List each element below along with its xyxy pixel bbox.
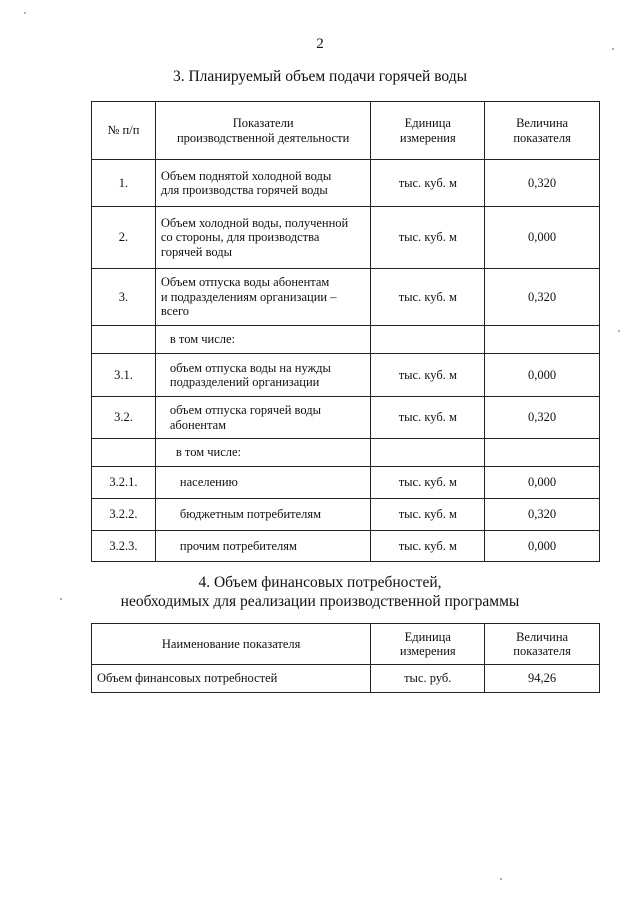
row-value: 0,000 — [485, 354, 600, 397]
row-name: в том числе: — [155, 326, 371, 354]
header-unit: Единица измерения — [371, 102, 485, 160]
row-value: 0,000 — [485, 531, 600, 562]
row-name: Объем холодной воды, полученной со стороны, для производства горячей воды — [155, 207, 371, 269]
section-3-title: 3. Планируемый объем подачи горячей воды — [172, 68, 468, 85]
row-name: объем отпуска воды на нужды подразделений организации — [155, 354, 371, 397]
row-name: объем отпуска горячей воды абонентам — [155, 397, 371, 439]
table-row — [92, 439, 600, 467]
row-value: 0,320 — [485, 499, 600, 531]
table-row — [92, 354, 600, 397]
row-value: 0,320 — [485, 269, 600, 326]
table-header-row — [92, 102, 600, 160]
row-num: 3.2.3. — [92, 531, 156, 562]
row-name: Объем финансовых потребностей — [92, 665, 371, 693]
row-num: 1. — [92, 160, 156, 207]
scan-speck — [24, 12, 26, 14]
header-name: Наименование показателя — [92, 624, 371, 665]
row-unit: тыс. куб. м — [371, 397, 485, 439]
financial-needs-table — [91, 623, 600, 693]
row-num — [92, 326, 156, 354]
table-row — [92, 665, 600, 693]
row-name: населению — [155, 467, 371, 499]
hot-water-supply-table — [91, 101, 600, 562]
row-value: 0,320 — [485, 397, 600, 439]
row-num: 2. — [92, 207, 156, 269]
row-num: 3.1. — [92, 354, 156, 397]
scan-speck — [618, 330, 620, 332]
row-unit — [371, 326, 485, 354]
row-num: 3.2. — [92, 397, 156, 439]
row-name: Объем поднятой холодной воды для производства горячей воды — [155, 160, 371, 207]
scan-speck — [60, 598, 62, 600]
row-unit: тыс. руб. — [371, 665, 485, 693]
row-unit: тыс. куб. м — [371, 354, 485, 397]
header-num: № п/п — [92, 102, 156, 160]
row-num: 3.2.1. — [92, 467, 156, 499]
table-row — [92, 467, 600, 499]
row-num: 3.2.2. — [92, 499, 156, 531]
row-value — [485, 439, 600, 467]
scan-speck — [612, 48, 614, 50]
header-value: Величина показателя — [485, 102, 600, 160]
row-name: в том числе: — [155, 439, 371, 467]
row-value — [485, 326, 600, 354]
section-4-title: 4. Объем финансовых потребностей, необходимых для реализации производственной программы — [120, 574, 520, 610]
row-num — [92, 439, 156, 467]
row-unit: тыс. куб. м — [371, 467, 485, 499]
row-value: 94,26 — [485, 665, 600, 693]
row-value: 0,000 — [485, 467, 600, 499]
header-value: Величина показателя — [485, 624, 600, 665]
table-row — [92, 326, 600, 354]
table-row — [92, 397, 600, 439]
row-unit: тыс. куб. м — [371, 160, 485, 207]
row-num: 3. — [92, 269, 156, 326]
table-header-row — [92, 624, 600, 665]
header-indicator: Показатели производственной деятельности — [155, 102, 371, 160]
row-unit: тыс. куб. м — [371, 269, 485, 326]
row-unit — [371, 439, 485, 467]
table-row — [92, 269, 600, 326]
table-row — [92, 531, 600, 562]
row-name: прочим потребителям — [155, 531, 371, 562]
row-name: Объем отпуска воды абонентам и подразделениям организации – всего — [155, 269, 371, 326]
table-row — [92, 499, 600, 531]
scan-speck — [500, 878, 502, 880]
row-unit: тыс. куб. м — [371, 207, 485, 269]
row-name: бюджетным потребителям — [155, 499, 371, 531]
row-value: 0,320 — [485, 160, 600, 207]
table-row — [92, 207, 600, 269]
row-unit: тыс. куб. м — [371, 499, 485, 531]
table-row — [92, 160, 600, 207]
page-number: 2 — [316, 36, 324, 52]
header-unit: Единица измерения — [371, 624, 485, 665]
row-value: 0,000 — [485, 207, 600, 269]
row-unit: тыс. куб. м — [371, 531, 485, 562]
